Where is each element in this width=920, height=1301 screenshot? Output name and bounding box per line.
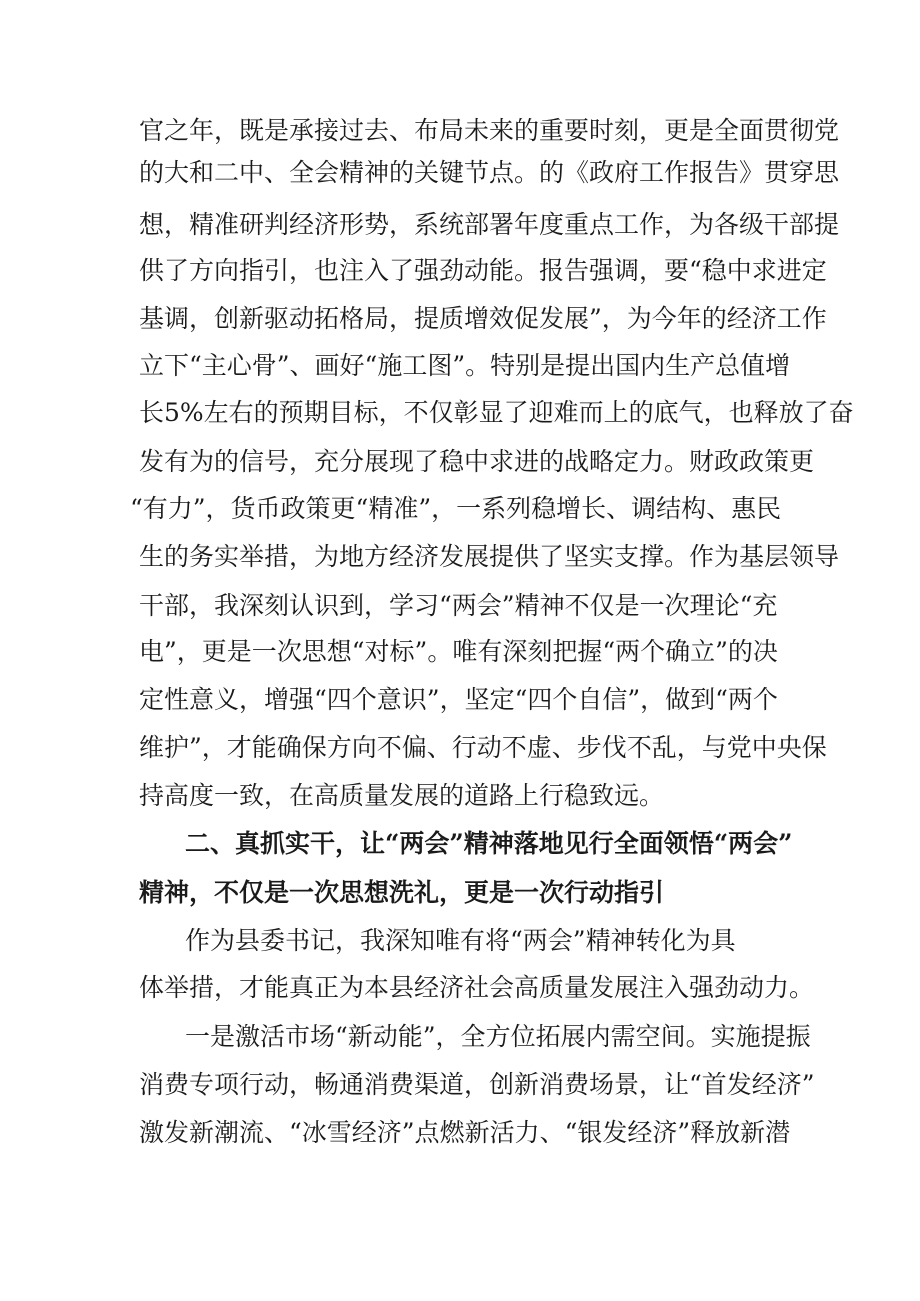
text-line: 长5%左右的预期目标，不仅彰显了迎难而上的底气，也释放了奋 xyxy=(139,398,854,427)
text-line: 作为县委书记，我深知唯有将“两会”精神转化为具 xyxy=(185,926,736,955)
text-line: 电”，更是一次思想“对标”。唯有深刻把握“两个确立”的决 xyxy=(139,637,778,666)
text-line: 供了方向指引，也注入了强劲动能。报告强调，要“稳中求进定 xyxy=(139,256,827,285)
text-line: 立下“主心骨”、画好“施工图”。特别是提出国内生产总值增 xyxy=(139,351,791,380)
text-line: 定性意义，增强“四个意识”，坚定“四个自信”，做到“两个 xyxy=(139,685,778,714)
text-line: 的大和二中、全会精神的关键节点。的《政府工作报告》贯穿思 xyxy=(139,158,840,187)
text-line: 生的务实举措，为地方经济发展提供了坚实支撑。作为基层领导 xyxy=(139,542,840,571)
text-line: 想，精准研判经济形势，系统部署年度重点工作，为各级干部提 xyxy=(139,210,840,239)
text-line: 维护”，才能确保方向不偏、行动不虚、步伐不乱，与党中央保 xyxy=(139,733,827,762)
text-line: 干部，我深刻认识到，学习“两会”精神不仅是一次理论“充 xyxy=(139,591,778,620)
text-line: 激发新潮流、“冰雪经济”点燃新活力、“银发经济”释放新潜 xyxy=(139,1118,791,1147)
text-line: 发有为的信号，充分展现了稳中求进的战略定力。财政政策更 xyxy=(139,447,815,476)
text-line: 官之年，既是承接过去、布局未来的重要时刻，更是全面贯彻党 xyxy=(139,116,840,145)
heading-line: 二、真抓实干，让“两会”精神落地见行全面领悟“两会” xyxy=(185,829,793,858)
text-line: 消费专项行动，畅通消费渠道，创新消费场景，让“首发经济” xyxy=(139,1070,815,1099)
text-line: 一是激活市场“新动能”，全方位拓展内需空间。实施提振 xyxy=(185,1022,811,1051)
heading-line: 精神，不仅是一次思想洗礼，更是一次行动指引 xyxy=(139,878,665,907)
text-line: 基调，创新驱动拓格局，提质增效促发展”，为今年的经济工作 xyxy=(139,304,827,333)
text-line: “有力”，货币政策更“精准”，一系列稳增长、调结构、惠民 xyxy=(130,494,782,523)
text-line: 体举措，才能真正为本县经济社会高质量发展注入强劲动力。 xyxy=(139,973,815,1002)
text-line: 持高度一致，在高质量发展的道路上行稳致远。 xyxy=(139,781,665,810)
